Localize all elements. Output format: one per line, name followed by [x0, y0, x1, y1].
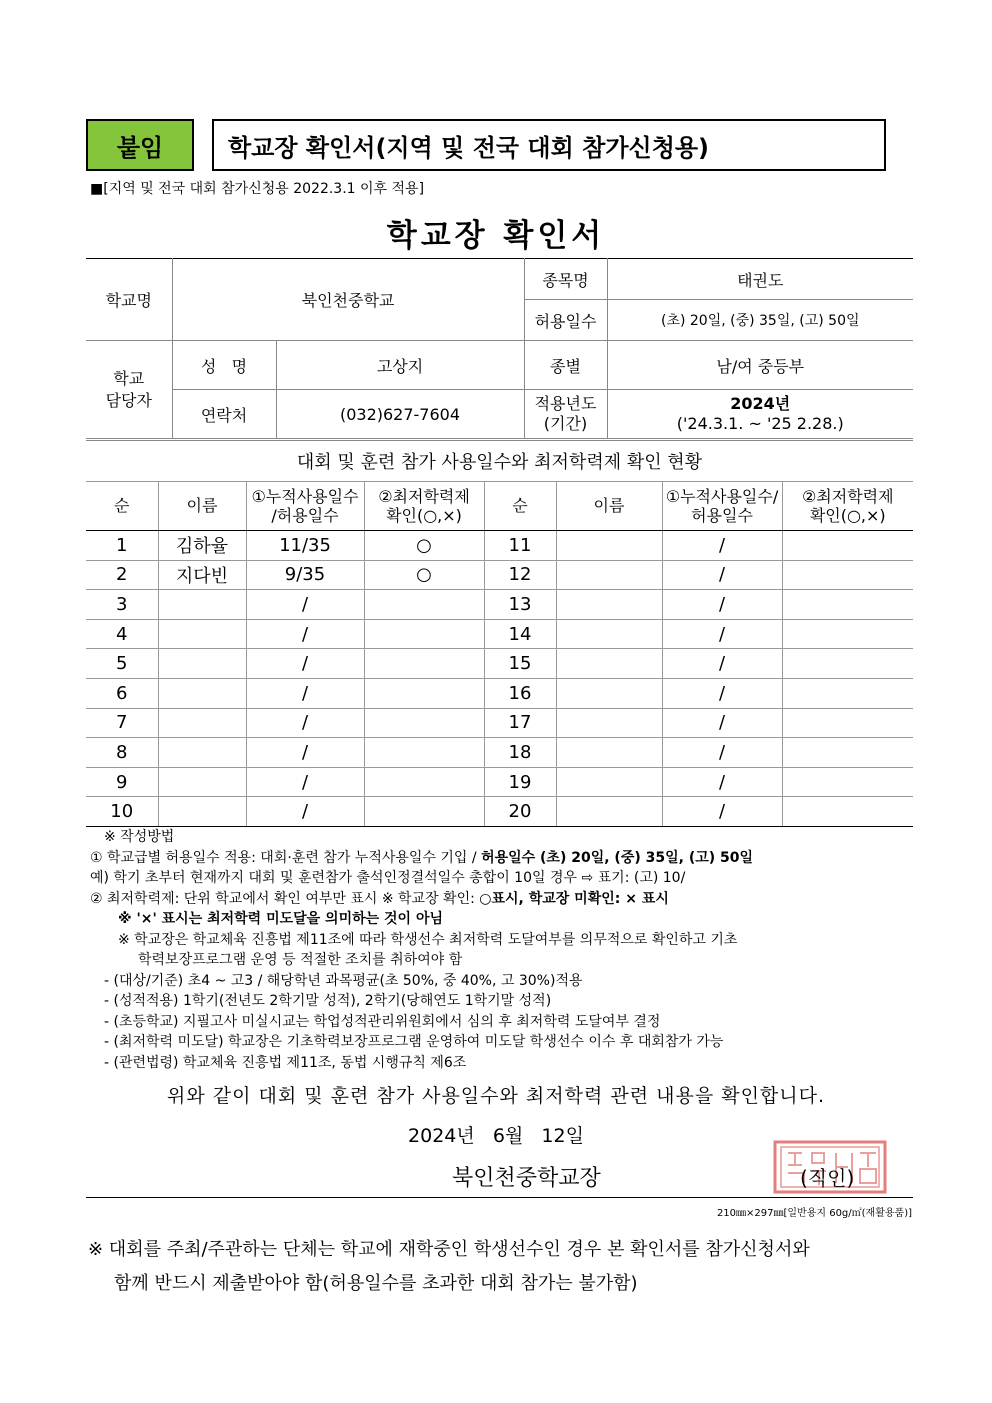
row-name-right — [556, 619, 662, 649]
table-row — [86, 649, 913, 679]
paper-spec: 210㎜×297㎜[일반용지 60g/㎡(재활용품)] — [716, 1208, 912, 1219]
detail-5: - (관련법령) 학교체육 진흥법 제11조, 동법 시행규칙 제6조 — [104, 1054, 467, 1071]
row-days-left: / — [246, 708, 364, 738]
col-grade-left: ②최저학력제 확인(○,×) — [364, 482, 484, 531]
note-2 — [90, 889, 920, 910]
note-2-bold: ○표시, 학교장 미확인: × 표시 — [479, 890, 669, 907]
school-name-label: 학교명 — [86, 259, 172, 341]
row-grade-right — [782, 619, 913, 649]
year-label: 적용년도 (기간) — [524, 390, 607, 439]
note-1-bold: 허용일수 (초) 20일, (중) 35일, (고) 50일 — [481, 849, 754, 866]
period-value: ('24.3.1. ~ '25 2.28.) — [676, 414, 844, 433]
row-name-left — [158, 590, 246, 620]
row-name-right — [556, 590, 662, 620]
table-row — [86, 738, 913, 768]
row-days-right: / — [662, 767, 782, 797]
manager-name-value: 고상지 — [276, 341, 524, 390]
allowed-days-value: (초) 20일, (중) 35일, (고) 50일 — [607, 300, 913, 341]
row-grade-right — [782, 531, 913, 561]
row-days-right: / — [662, 678, 782, 708]
row-days-right: / — [662, 649, 782, 679]
row-grade-left — [364, 738, 484, 768]
detail-3: - (초등학교) 지필고사 미실시교는 학업성적관리위원회에서 심의 후 최저학력 도달여부 결정 — [104, 1013, 661, 1030]
row-name-right — [556, 649, 662, 679]
row-grade-right — [782, 590, 913, 620]
row-grade-right — [782, 560, 913, 590]
manager-label: 학교 담당자 — [86, 341, 172, 439]
row-no-right: 15 — [484, 649, 556, 679]
row-name-right — [556, 738, 662, 768]
row-grade-left: ○ — [364, 531, 484, 561]
row-no-left: 6 — [86, 678, 158, 708]
row-days-right: / — [662, 560, 782, 590]
row-days-right: / — [662, 738, 782, 768]
col-name-left: 이름 — [158, 482, 246, 531]
row-no-left: 8 — [86, 738, 158, 768]
row-no-right: 14 — [484, 619, 556, 649]
seal-label: (직인) — [800, 1166, 855, 1190]
row-name-left — [158, 767, 246, 797]
col-days-left: ①누적사용일수 /허용일수 — [246, 482, 364, 531]
contact-label: 연락처 — [172, 390, 276, 439]
attachment-tag — [86, 119, 194, 171]
category-label: 종별 — [524, 341, 607, 390]
row-grade-left — [364, 619, 484, 649]
table-row — [86, 678, 913, 708]
table-row — [86, 619, 913, 649]
note-3-cont: 학력보장프로그램 운영 등 적절한 조치를 취하여야 함 — [138, 952, 463, 968]
row-grade-right — [782, 738, 913, 768]
sport-label: 종목명 — [524, 259, 607, 300]
document-title: 학교장 확인서 — [386, 218, 606, 254]
row-no-right: 20 — [484, 797, 556, 827]
row-days-left: / — [246, 649, 364, 679]
row-no-left: 9 — [86, 767, 158, 797]
row-name-left — [158, 619, 246, 649]
note-1 — [90, 848, 920, 869]
row-no-right: 16 — [484, 678, 556, 708]
submission-notice-line-1: ※ 대회를 주최/주관하는 단체는 학교에 재학중인 학생선수인 경우 본 확인서를 참가신청서와 — [88, 1239, 810, 1260]
row-name-left — [158, 649, 246, 679]
row-days-right: / — [662, 590, 782, 620]
row-grade-right — [782, 797, 913, 827]
note-1-text: ① 학교급별 허용일수 적용: 대회·훈련 참가 누적사용일수 기입 / — [90, 849, 482, 866]
contact-value: (032)627-7604 — [276, 390, 524, 439]
participation-status-table — [86, 481, 913, 827]
row-no-left: 7 — [86, 708, 158, 738]
confirmation-statement: 위와 같이 대회 및 훈련 참가 사용일수와 최저학력 관련 내용을 확인합니다. — [166, 1085, 826, 1107]
row-grade-right — [782, 649, 913, 679]
row-grade-right — [782, 767, 913, 797]
submission-notice — [88, 1233, 928, 1301]
row-name-right — [556, 531, 662, 561]
row-days-left: / — [246, 590, 364, 620]
row-grade-left — [364, 767, 484, 797]
row-grade-left — [364, 590, 484, 620]
row-name-left — [158, 708, 246, 738]
table-row — [86, 708, 913, 738]
detail-2: - (성적적용) 1학기(전년도 2학기말 성적), 2학기(당해연도 1학기말 성적) — [104, 993, 552, 1009]
row-no-left: 10 — [86, 797, 158, 827]
row-days-right: / — [662, 708, 782, 738]
note-3: ※ 학교장은 학교체육 진흥법 제11조에 따라 학생선수 최저학력 도달여부를 의무적으로 확인하고 기초 — [118, 931, 738, 948]
applicability-note: ■[지역 및 전국 대회 참가신청용 2022.3.1 이후 적용] — [90, 181, 425, 197]
status-heading: 대회 및 훈련 참가 사용일수와 최저학력제 확인 현황 — [86, 440, 913, 482]
row-grade-left — [364, 708, 484, 738]
year-value: 2024년 — [730, 394, 791, 413]
row-days-left: 11/35 — [246, 531, 364, 561]
row-name-left: 지다빈 — [158, 560, 246, 590]
row-days-left: / — [246, 678, 364, 708]
row-days-left: 9/35 — [246, 560, 364, 590]
row-name-right — [556, 560, 662, 590]
row-no-right: 18 — [484, 738, 556, 768]
row-grade-left — [364, 649, 484, 679]
row-no-left: 3 — [86, 590, 158, 620]
notes-heading: ※ 작성방법 — [104, 829, 175, 845]
col-no-left: 순 — [86, 482, 158, 531]
row-name-right — [556, 678, 662, 708]
row-name-left — [158, 678, 246, 708]
row-name-left — [158, 738, 246, 768]
bottom-divider — [86, 1197, 913, 1198]
note-1-example: 예) 학기 초부터 현재까지 대회 및 훈련참가 출석인정결석일수 총합이 10일 경우 ⇨ 표기: (고) 10/ — [90, 870, 686, 886]
row-days-left: / — [246, 797, 364, 827]
row-grade-right — [782, 678, 913, 708]
row-name-right — [556, 708, 662, 738]
row-no-left: 1 — [86, 531, 158, 561]
note-2-text: ② 최저학력제: 단위 학교에서 확인 여부만 표시 ※ 학교장 확인: — [90, 890, 480, 907]
table-row — [86, 560, 913, 590]
writing-instructions — [90, 827, 920, 1073]
header-title-box — [212, 119, 886, 171]
row-days-right: / — [662, 619, 782, 649]
row-grade-left — [364, 678, 484, 708]
row-no-left: 5 — [86, 649, 158, 679]
allowed-days-label: 허용일수 — [524, 300, 607, 341]
row-no-right: 12 — [484, 560, 556, 590]
table-row — [86, 590, 913, 620]
table-row — [86, 531, 913, 561]
row-grade-right — [782, 708, 913, 738]
detail-1: - (대상/기준) 초4 ~ 고3 / 해당학년 과목평균(초 50%, 중 40%, 고 30%)적용 — [104, 972, 583, 989]
sport-value: 태권도 — [607, 259, 913, 300]
row-grade-left: ○ — [364, 560, 484, 590]
row-no-right: 19 — [484, 767, 556, 797]
row-name-right — [556, 797, 662, 827]
row-no-right: 17 — [484, 708, 556, 738]
row-no-left: 4 — [86, 619, 158, 649]
manager-name-label: 성 명 — [172, 341, 276, 390]
detail-4: - (최저학력 미도달) 학교장은 기초학력보장프로그램 운영하여 미도달 학생선수 이수 후 대회참가 가능 — [104, 1034, 724, 1050]
category-value: 남/여 중등부 — [607, 341, 913, 390]
issue-date: 2024년 6월 12일 — [408, 1125, 584, 1147]
row-days-right: / — [662, 797, 782, 827]
row-no-right: 13 — [484, 590, 556, 620]
row-days-left: / — [246, 738, 364, 768]
table-row — [86, 767, 913, 797]
row-days-right: / — [662, 531, 782, 561]
row-days-left: / — [246, 767, 364, 797]
col-days-right: ①누적사용일수/ 허용일수 — [662, 482, 782, 531]
note-2-caution: ※ '×' 표시는 최저학력 미도달을 의미하는 것이 아님 — [118, 911, 443, 927]
row-name-right — [556, 767, 662, 797]
row-grade-left — [364, 797, 484, 827]
principal-signature: 북인천중학교장 — [452, 1166, 601, 1191]
submission-notice-line-2: 함께 반드시 제출받아야 함(허용일수를 초과한 대회 참가는 불가함) — [114, 1273, 638, 1294]
col-name-right: 이름 — [556, 482, 662, 531]
row-name-left: 김하율 — [158, 531, 246, 561]
school-info-table — [86, 258, 913, 439]
col-grade-right: ②최저학력제 확인(○,×) — [782, 482, 913, 531]
row-name-left — [158, 797, 246, 827]
header-title: 학교장 확인서(지역 및 전국 대회 참가신청용) — [228, 133, 710, 162]
table-row — [86, 797, 913, 827]
school-name-value: 북인천중학교 — [172, 259, 524, 341]
year-cell — [607, 390, 913, 439]
col-no-right: 순 — [484, 482, 556, 531]
row-days-left: / — [246, 619, 364, 649]
row-no-left: 2 — [86, 560, 158, 590]
attachment-tag-label: 붙임 — [116, 133, 164, 162]
row-no-right: 11 — [484, 531, 556, 561]
